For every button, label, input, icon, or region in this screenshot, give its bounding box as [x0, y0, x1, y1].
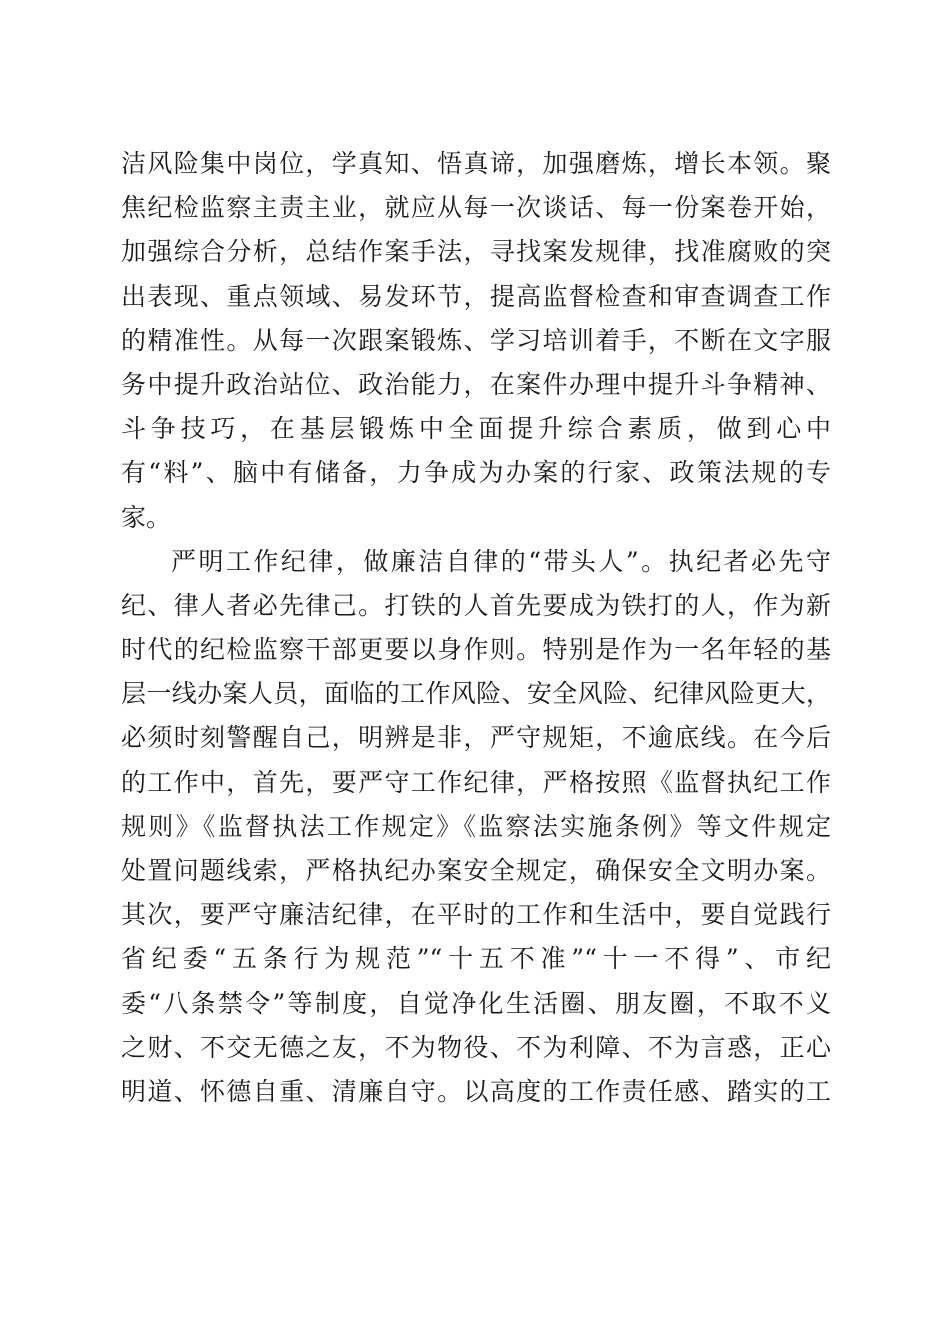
- text-line: 委“八条禁令”等制度，自觉净化生活圈、朋友圈，不取不义: [121, 988, 831, 1018]
- text-line: 层一线办案人员，面临的工作风险、安全风险、纪律风险更大，: [121, 679, 831, 709]
- paragraph-2: [121, 540, 831, 1114]
- text-line: 的精准性。从每一次跟案锻炼、学习培训着手，不断在文字服: [121, 325, 831, 355]
- body-text: [121, 142, 831, 1114]
- text-line: 其次，要严守廉洁纪律，在平时的工作和生活中，要自觉践行: [121, 900, 831, 930]
- text-line: 务中提升政治站位、政治能力，在案件办理中提升斗争精神、: [121, 369, 831, 399]
- text-line: 斗争技巧，在基层锻炼中全面提升综合素质，做到心中: [121, 414, 831, 444]
- text-line: 处置问题线索，严格执纪办案安全规定，确保安全文明办案。: [121, 856, 831, 885]
- text-line: 必须时刻警醒自己，明辨是非，严守规矩，不逾底线。在今后: [121, 723, 831, 753]
- text-line: 纪、律人者必先律己。打铁的人首先要成为铁打的人，作为新: [121, 590, 831, 620]
- text-line: 规则》《监督执法工作规定》《监察法实施条例》等文件规定: [121, 811, 831, 841]
- text-line: 家。: [121, 502, 172, 532]
- text-line: 严明工作纪律，做廉洁自律的“带头人”。执纪者必先守: [171, 546, 831, 576]
- text-line: 省纪委“五条行为规范”“十五不准”“十一不得”、市纪: [121, 944, 831, 974]
- text-line: 洁风险集中岗位，学真知、悟真谛，加强磨炼，增长本领。聚: [121, 149, 831, 178]
- text-line: 加强综合分析，总结作案手法，寻找案发规律，找准腐败的突: [121, 237, 831, 267]
- text-line: 焦纪检监察主责主业，就应从每一次谈话、每一份案卷开始，: [121, 193, 831, 223]
- text-line: 出表现、重点领域、易发环节，提高监督检查和审查调查工作: [121, 281, 831, 311]
- text-line: 明道、怀德自重、清廉自守。以高度的工作责任感、踏实的工: [121, 1076, 831, 1106]
- text-line: 有“料”、脑中有储备，力争成为办案的行家、政策法规的专: [121, 458, 831, 488]
- text-line: 之财、不交无德之友，不为物役、不为利障、不为言惑，正心: [121, 1032, 831, 1062]
- paragraph-1: [121, 142, 831, 540]
- text-line: 的工作中，首先，要严守工作纪律，严格按照《监督执纪工作: [121, 767, 831, 797]
- text-line: 时代的纪检监察干部更要以身作则。特别是作为一名年轻的基: [121, 635, 831, 665]
